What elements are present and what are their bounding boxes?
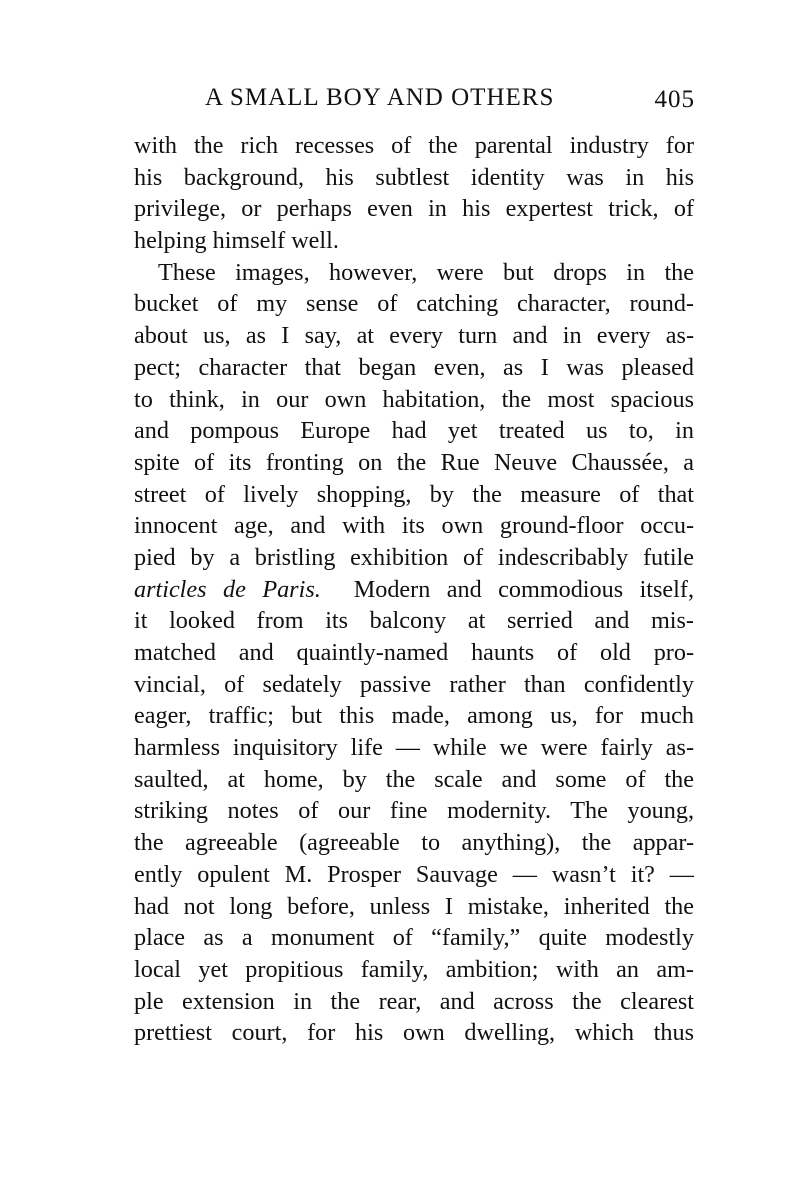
italic-phrase: articles de Paris. xyxy=(134,575,321,603)
text-line: bucket of my sense of catching character, round- xyxy=(134,290,694,318)
text-line: saulted, at home, by the scale and some of the xyxy=(134,765,694,793)
text-line xyxy=(134,574,694,606)
text-line: place as a monument of “family,” quite modestly xyxy=(134,924,694,952)
text-line: spite of its fronting on the Rue Neuve Chaussée, a xyxy=(134,448,694,476)
text-line: matched and quaintly-named haunts of old pro- xyxy=(134,639,694,666)
text-line: innocent age, and with its own ground-floor occu- xyxy=(134,512,694,540)
text-line: privilege, or perhaps even in his expertest trick, of xyxy=(134,195,694,223)
text-line: These images, however, were but drops in the xyxy=(158,258,694,286)
text-line: ently opulent M. Prosper Sauvage — wasn’t it? — xyxy=(134,860,694,888)
text-line: harmless inquisitory life — while we were fairly as- xyxy=(134,734,694,762)
text-line: local yet propitious family, ambition; with an am- xyxy=(134,955,694,983)
text-line: his background, his subtlest identity was in his xyxy=(134,163,694,191)
running-title: A SMALL BOY AND OTHERS xyxy=(205,84,555,111)
text-line: about us, as I say, at every turn and in every as- xyxy=(134,322,694,350)
text-line: pect; character that began even, as I was pleased xyxy=(134,353,694,381)
text-line: pied by a bristling exhibition of indescribably futile xyxy=(134,543,694,571)
text-line: the agreeable (agreeable to anything), the appar- xyxy=(134,829,694,857)
page-number: 405 xyxy=(654,86,695,113)
text-line: it looked from its balcony at serried and mis- xyxy=(134,607,694,635)
running-head xyxy=(205,84,695,118)
text-line: prettiest court, for his own dwelling, which thus xyxy=(134,1019,694,1047)
text-line: to think, in our own habitation, the most spacious xyxy=(134,385,694,413)
body-text xyxy=(134,130,694,1049)
text-line: street of lively shopping, by the measure of that xyxy=(134,480,694,508)
text-line: ple extension in the rear, and across the clearest xyxy=(134,987,694,1015)
text-line: and pompous Europe had yet treated us to, in xyxy=(134,417,694,445)
text-line: helping himself well. xyxy=(134,227,339,255)
text-line: striking notes of our fine modernity. The young, xyxy=(134,797,694,825)
text-line: vincial, of sedately passive rather than confidently xyxy=(134,670,694,698)
text-line: had not long before, unless I mistake, inherited the xyxy=(134,892,694,920)
text-line: with the rich recesses of the parental industry for xyxy=(134,132,694,159)
text-line: eager, traffic; but this made, among us, for much xyxy=(134,702,694,730)
line-rest: Modern and commodious itself, xyxy=(353,575,694,603)
